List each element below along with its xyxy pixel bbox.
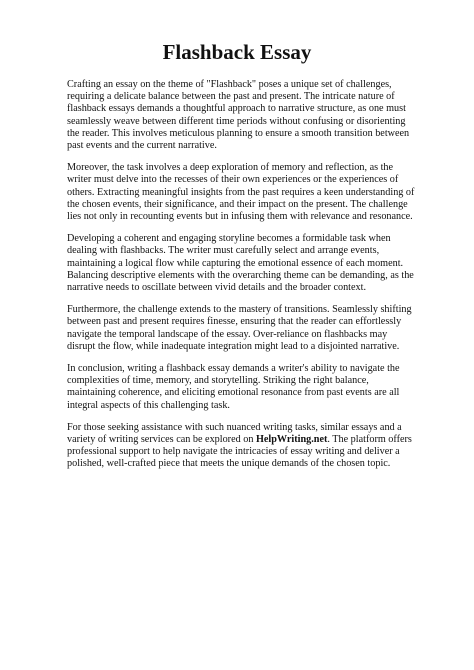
document-body [67,79,417,481]
paragraph-memory: Moreover, the task involves a deep exploration of memory and reflection, as the writer must delve into the recesses of their own experiences or the experiences of others. Extracting meaningful insights from the past requires a keen understanding of the chosen events, their significance, and their impact on the present. The challenge lies not only in recounting events but in infusing them with relevance and resonance. [67,162,415,223]
assistance-text-after: . The platform offers professional support to help navigate the intricacies of essay writing and deliver a polished, well-crafted piece that meets the unique demands of the chosen topic. [67,434,412,470]
assistance-text-before: For those seeking assistance with such nuanced writing tasks, similar essays and a variety of writing services can be explored on [67,421,402,446]
helpwriting-link[interactable]: HelpWriting.net [255,434,328,446]
page-title: Flashback Essay [162,40,312,64]
paragraph-transitions: Furthermore, the challenge extends to the mastery of transitions. Seamlessly shifting between past and present requires finesse, ensuring that the reader can effortlessly navigate the temporal landscape of the essay. Over-reliance on flashbacks may disrupt the flow, while inadequate integration might lead to a disjointed narrative. [67,304,412,352]
paragraph-storyline: Developing a coherent and engaging storyline becomes a formidable task when dealing with flashbacks. The writer must carefully select and arrange events, maintaining a logical flow while capturing the emotional essence of each moment. Balancing descriptive elements with the overarching theme can be demanding, as the narrative needs to oscillate between vivid details and the broader context. [67,233,414,294]
paragraph-intro: Crafting an essay on the theme of "Flashback" poses a unique set of challenges, requiring a delicate balance between the past and present. The intricate nature of flashback essays demands a thoughtful approach to narrative structure, as one must seamlessly weave between different time periods without confusing or disorienting the reader. This involves meticulous planning to ensure a smooth transition between past events and the current narrative. [67,79,410,152]
paragraph-assistance [67,422,417,471]
paragraph-conclusion: In conclusion, writing a flashback essay demands a writer's ability to navigate the complexities of time, memory, and storytelling. Striking the right balance, maintaining coherence, and eliciting emotional resonance from past events are all integral aspects of this challenging task. [67,363,400,411]
